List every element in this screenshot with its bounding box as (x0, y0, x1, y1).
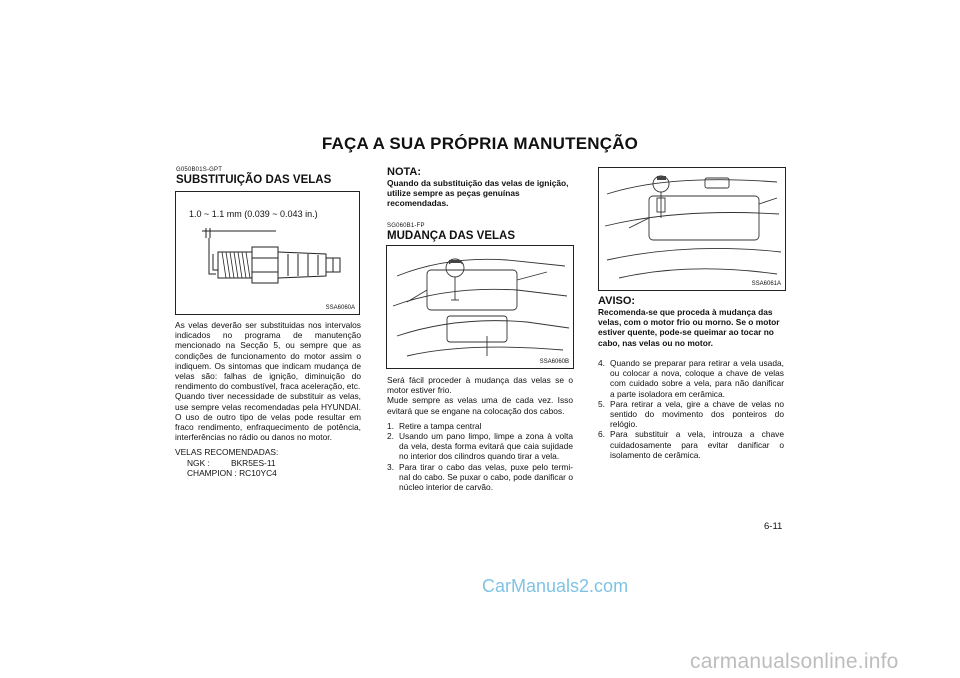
recommended-plug: NGK : BKR5ES-11 (187, 457, 276, 468)
gap-dimension-label: 1.0 ~ 1.1 mm (0.039 ~ 0.043 in.) (189, 209, 318, 219)
section-body (175, 320, 361, 478)
page-title: FAÇA A SUA PRÓPRIA MANUTENÇÃO (321, 134, 639, 153)
section-code: G050B01S-GPT (176, 167, 223, 173)
section-body (387, 375, 573, 492)
list-item: 2. Usando um pano limpo, limpe a zona à volta da vela, desta forma evitará que caia sujidade no interior dos cilindros quando tirar a vela. (387, 431, 573, 462)
note-text: Quando da substituição das velas de ignição, utilize sempre as peças genuínas recomendadas. (387, 178, 569, 209)
warning-title: AVISO: (598, 295, 636, 307)
figure-code: SSA6061A (751, 281, 781, 287)
section-title: SUBSTITUIÇÃO DAS VELAS (176, 174, 332, 186)
spark-plug-figure (175, 191, 360, 315)
paragraph: Quando tiver necessidade de substituir as velas, use sempre velas recomendadas pela HYUNDAI. O uso de outro tipo de velas pode resultar em fraco rendimento, enfraquecimento de potência, interferências no rádio ou danos no motor. (175, 391, 361, 443)
note-title: NOTA: (387, 166, 422, 178)
watermark-text: carmanualsonline.info (690, 650, 899, 673)
section-body (598, 358, 784, 460)
engine-icon (599, 168, 785, 290)
list-item: 6. Para substituir a vela, introuza a chave cuidadosamente para evitar danificar o isolamento de cerâmica. (598, 429, 784, 460)
recommended-plugs-title: VELAS RECOMENDADAS: (175, 447, 279, 458)
figure-code: SSA6060B (539, 359, 569, 365)
engine-icon (387, 246, 573, 368)
engine-figure (386, 245, 574, 369)
warning-text: Recomenda-se que proceda à mudança das velas, com o motor frio ou morno. Se o motor estiver quente, pode-se queimar ao tocar no cabo, nas velas ou no motor. (598, 307, 780, 348)
recommended-plug: CHAMPION : RC10YC4 (187, 467, 277, 478)
paragraph: Será fácil proceder à mudança das velas se o motor estiver frio. (387, 375, 573, 396)
page-number: 6-11 (764, 521, 783, 532)
steps-list (387, 421, 573, 492)
list-item: 1. Retire a tampa central (387, 420, 482, 431)
section-title: MUDANÇA DAS VELAS (387, 230, 515, 242)
list-item: 5. Para retirar a vela, gire a chave de velas no sentido do movimento dos ponteiros do relógio. (598, 398, 784, 430)
list-item: 4. Quando se preparar para retirar a vela usada, ou colocar a nova, coloque a chave de velas com cuidado sobre a vela, para não danificar a parte isoladora em cerâmica. (598, 358, 784, 399)
spark-plug-icon (176, 192, 359, 314)
watermark-text: CarManuals2.com (482, 576, 629, 596)
paragraph: Mude sempre as velas uma de cada vez. Isso evitará que se engane na colocação dos cabos. (387, 395, 573, 416)
section-code: SG060B1-FP (387, 223, 425, 229)
steps-list (598, 358, 784, 460)
engine-figure (598, 167, 786, 291)
list-item: 3. Para tirar o cabo das velas, puxe pelo termi-nal do cabo. Se puxar o cabo, pode danificar o núcleo interior de carvão. (387, 461, 573, 493)
paragraph: As velas deverão ser substituidas nos intervalos indicados no programa de manutenção mencionado na Secção 5, ou sempre que as condições de funcionamento do motor assim o indiquem. Os sintomas que indicam mudança de velas são: falhas de ignição, diminuição do rendimento do combustível, fraca aceleração, etc. (175, 320, 361, 392)
figure-code: SSA6060A (325, 305, 355, 311)
